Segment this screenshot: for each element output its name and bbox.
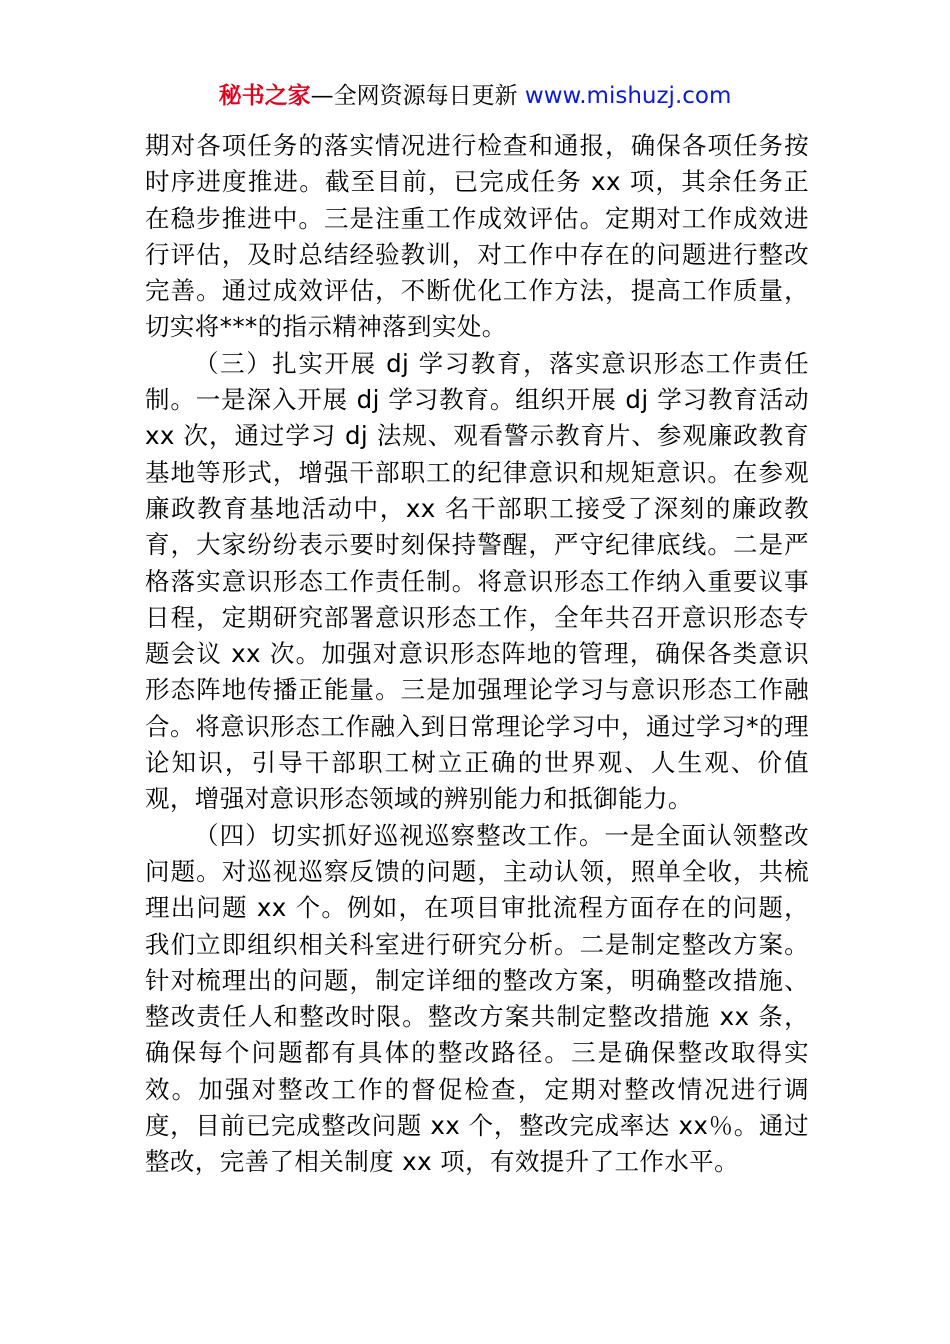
paragraph-continuation: 期对各项任务的落实情况进行检查和通报，确保各项任务按时序进度推进。截至目前，已完成任务 xx 项，其余任务正在稳步推进中。三是注重工作成效评估。定期对工作成效进行评估，及时总结经验教训，对工作中存在的问题进行整改完善。通过成效评估，不断优化工作方法，提高工作质量，切实将***的指示精神落到实处。 [145,131,809,342]
document-body [145,128,809,1181]
site-header [0,80,950,112]
brand-name: 秘书之家 [218,83,311,109]
header-tagline: —全网资源每日更新 [310,83,518,109]
site-url: www.mishuzj.com [524,83,732,109]
paragraph-section-four: （四）切实抓好巡视巡察整改工作。一是全面认领整改问题。对巡视巡察反馈的问题，主动认领，照单全收，共梳理出问题 xx 个。例如，在项目审批流程方面存在的问题，我们立即组织相关科室进行研究分析。二是制定整改方案。针对梳理出的问题，制定详细的整改方案，明确整改措施、整改责任人和整改时限。整改方案共制定整改措施 xx 条，确保每个问题都有具体的整改路径。三是确保整改取得实效。加强对整改工作的督促检查，定期对整改情况进行调度，目前已完成整改问题 xx 个，整改完成率达 xx％。通过整改，完善了相关制度 xx 项，有效提升了工作水平。 [145,820,809,1177]
paragraph-section-three: （三）扎实开展 dj 学习教育，落实意识形态工作责任制。一是深入开展 dj 学习教育。组织开展 dj 学习教育活动 xx 次，通过学习 dj 法规、观看警示教育片、参观廉政教育基地等形式，增强干部职工的纪律意识和规矩意识。在参观廉政教育基地活动中，xx 名干部职工接受了深刻的廉政教育，大家纷纷表示要时刻保持警醒，严守纪律底线。二是严格落实意识形态工作责任制。将意识形态工作纳入重要议事日程，定期研究部署意识形态工作，全年共召开意识形态专题会议 xx 次。加强对意识形态阵地的管理，确保各类意识形态阵地传播正能量。三是加强理论学习与意识形态工作融合。将意识形态工作融入到日常理论学习中，通过学习*的理论知识，引导干部职工树立正确的世界观、人生观、价值观，增强对意识形态领域的辨别能力和抵御能力。 [145,348,809,814]
